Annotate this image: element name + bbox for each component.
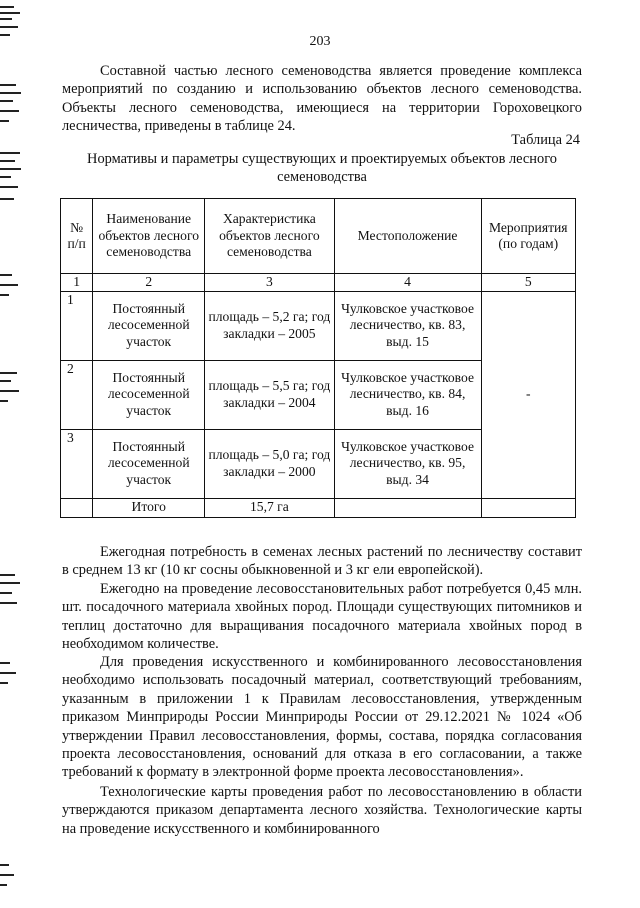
paragraph-text: Ежегодно на проведение лесовосстановительных работ потребуется 0,45 млн. шт. посадочного материала хвойных пород. Площади существующих питомников и теплиц достаточно для выращивания посадочного материала хвойных пород в необходимом количестве. (62, 581, 582, 653)
scan-artifact (0, 860, 22, 900)
column-number: 3 (205, 274, 334, 292)
table-header-row (61, 199, 576, 274)
header-characteristic: Характеристика объектов лесного семеноводства (205, 199, 334, 274)
paragraph-text: Для проведения искусственного и комбинированного лесовосстановления необходимо использовать посадочный материал, соответствующий требованиям, указанным в приложении 1 к Правилам лесовосстановления, утвержденным приказом Минприроды России Минприроды России от 29.12.2021 № 1024 «Об утверждении Правил лесовосстановления, формы, состава, порядка согласования проекта лесовосстановления, оснований для отказа в его согласовании, а также требований к формату в электронной форме проекта лесовосстановления». (62, 654, 582, 781)
measures-cell: - (481, 291, 576, 498)
page-number: 203 (309, 34, 331, 49)
total-row (61, 498, 576, 517)
intro-paragraph (62, 62, 582, 136)
technology-maps-paragraph (62, 783, 582, 838)
column-number: 5 (481, 274, 576, 292)
object-location: Чулковское участковое лесничество, кв. 83, выд. 15 (334, 291, 481, 360)
header-measures: Мероприятия (по годам) (481, 199, 576, 274)
object-location: Чулковское участковое лесничество, кв. 95, выд. 34 (334, 429, 481, 498)
scan-artifact (0, 370, 22, 410)
planting-material-paragraph (62, 580, 582, 654)
column-number: 4 (334, 274, 481, 292)
total-empty-cell (61, 498, 93, 517)
total-value: 15,7 га (205, 498, 334, 517)
object-characteristic: площадь – 5,0 га; год закладки – 2000 (205, 429, 334, 498)
table-caption: Таблица 24 (511, 132, 580, 148)
scan-artifact (0, 570, 22, 610)
object-location: Чулковское участковое лесничество, кв. 84, выд. 16 (334, 360, 481, 429)
header-number: № п/п (61, 199, 93, 274)
scan-artifact (0, 660, 22, 690)
table-title: Нормативы и параметры существующих и проектируемых объектов лесного семеноводства (87, 151, 557, 185)
object-name: Постоянный лесосеменной участок (93, 429, 205, 498)
total-empty-cell (334, 498, 481, 517)
object-characteristic: площадь – 5,5 га; год закладки – 2004 (205, 360, 334, 429)
object-name: Постоянный лесосеменной участок (93, 360, 205, 429)
total-label: Итого (93, 498, 205, 517)
scan-artifact (0, 150, 22, 210)
seed-demand-paragraph (62, 543, 582, 580)
row-number: 2 (61, 360, 93, 429)
scan-artifact (0, 270, 22, 310)
column-numbers-row (61, 274, 576, 292)
header-name: Наименование объектов лесного семеноводства (93, 199, 205, 274)
row-number: 3 (61, 429, 93, 498)
paragraph-text: Технологические карты проведения работ по лесовосстановлению в области утверждаются приказом департамента лесного хозяйства. Технологические карты на проведение искусственного и комбинированного (62, 784, 582, 837)
row-number: 1 (61, 291, 93, 360)
scan-artifact (0, 80, 22, 130)
seed-objects-table (60, 198, 576, 518)
object-characteristic: площадь – 5,2 га; год закладки – 2005 (205, 291, 334, 360)
intro-paragraph-text: Составной частью лесного семеноводства является проведение комплекса мероприятий по созданию и использованию объектов лесного семеноводства. Объекты лесного семеноводства, имеющиеся на территории Гороховецкого лесничества, приведены в таблице 24. (62, 63, 582, 135)
paragraph-text: Ежегодная потребность в семенах лесных растений по лесничеству составит в среднем 13 кг (10 кг сосны обыкновенной и 3 кг ели европейской). (62, 544, 582, 579)
column-number: 1 (61, 274, 93, 292)
total-empty-cell (481, 498, 576, 517)
table-row (61, 291, 576, 360)
column-number: 2 (93, 274, 205, 292)
header-location: Местоположение (334, 199, 481, 274)
reforestation-requirements-paragraph (62, 653, 582, 782)
object-name: Постоянный лесосеменной участок (93, 291, 205, 360)
